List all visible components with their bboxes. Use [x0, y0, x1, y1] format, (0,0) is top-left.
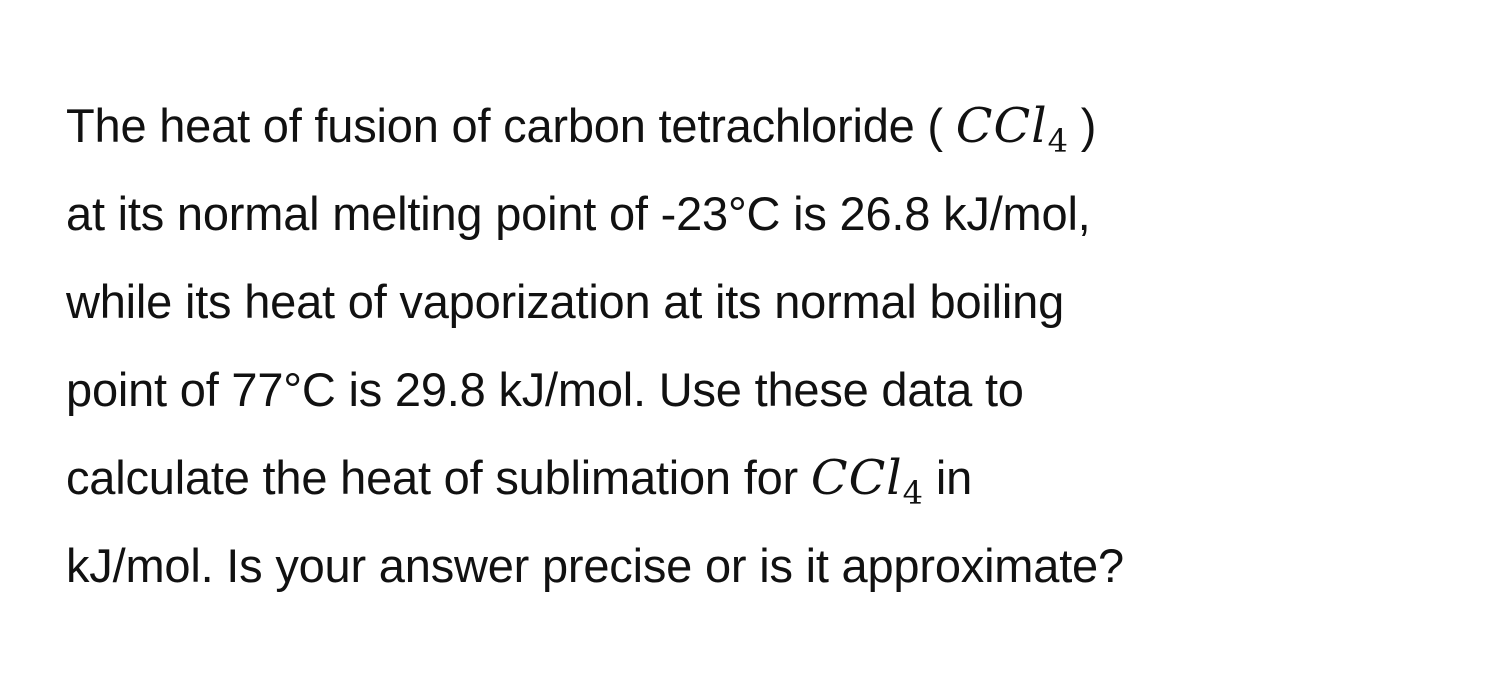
formula-ccl4-second [810, 450, 924, 512]
question-line-6: kJ/mol. Is your answer precise or is it approximate? [66, 539, 1124, 592]
formula-ccl4-subscript: 4 [1047, 122, 1068, 160]
formula-ccl4 [955, 98, 1068, 160]
question-text [66, 82, 1466, 610]
question-line-5 [66, 434, 1466, 522]
formula-ccl4-second-subscript: 4 [902, 474, 924, 512]
question-line-5-text-a: calculate the heat of sublimation for [66, 451, 811, 504]
question-line-1-text-b: ) [1067, 99, 1097, 152]
question-line-1-text-a: The heat of fusion of carbon tetrachloride ( [66, 99, 956, 152]
question-line-3: while its heat of vaporization at its normal boiling [66, 275, 1065, 328]
formula-ccl4-second-main: CCl [810, 450, 903, 506]
formula-ccl4-main: CCl [955, 98, 1048, 154]
question-line-5-text-b: in [923, 451, 973, 504]
question-line-2: at its normal melting point of -23°C is 26.8 kJ/mol, [66, 187, 1091, 240]
question-line-4: point of 77°C is 29.8 kJ/mol. Use these data to [66, 363, 1024, 416]
question-line-1 [66, 82, 1466, 170]
